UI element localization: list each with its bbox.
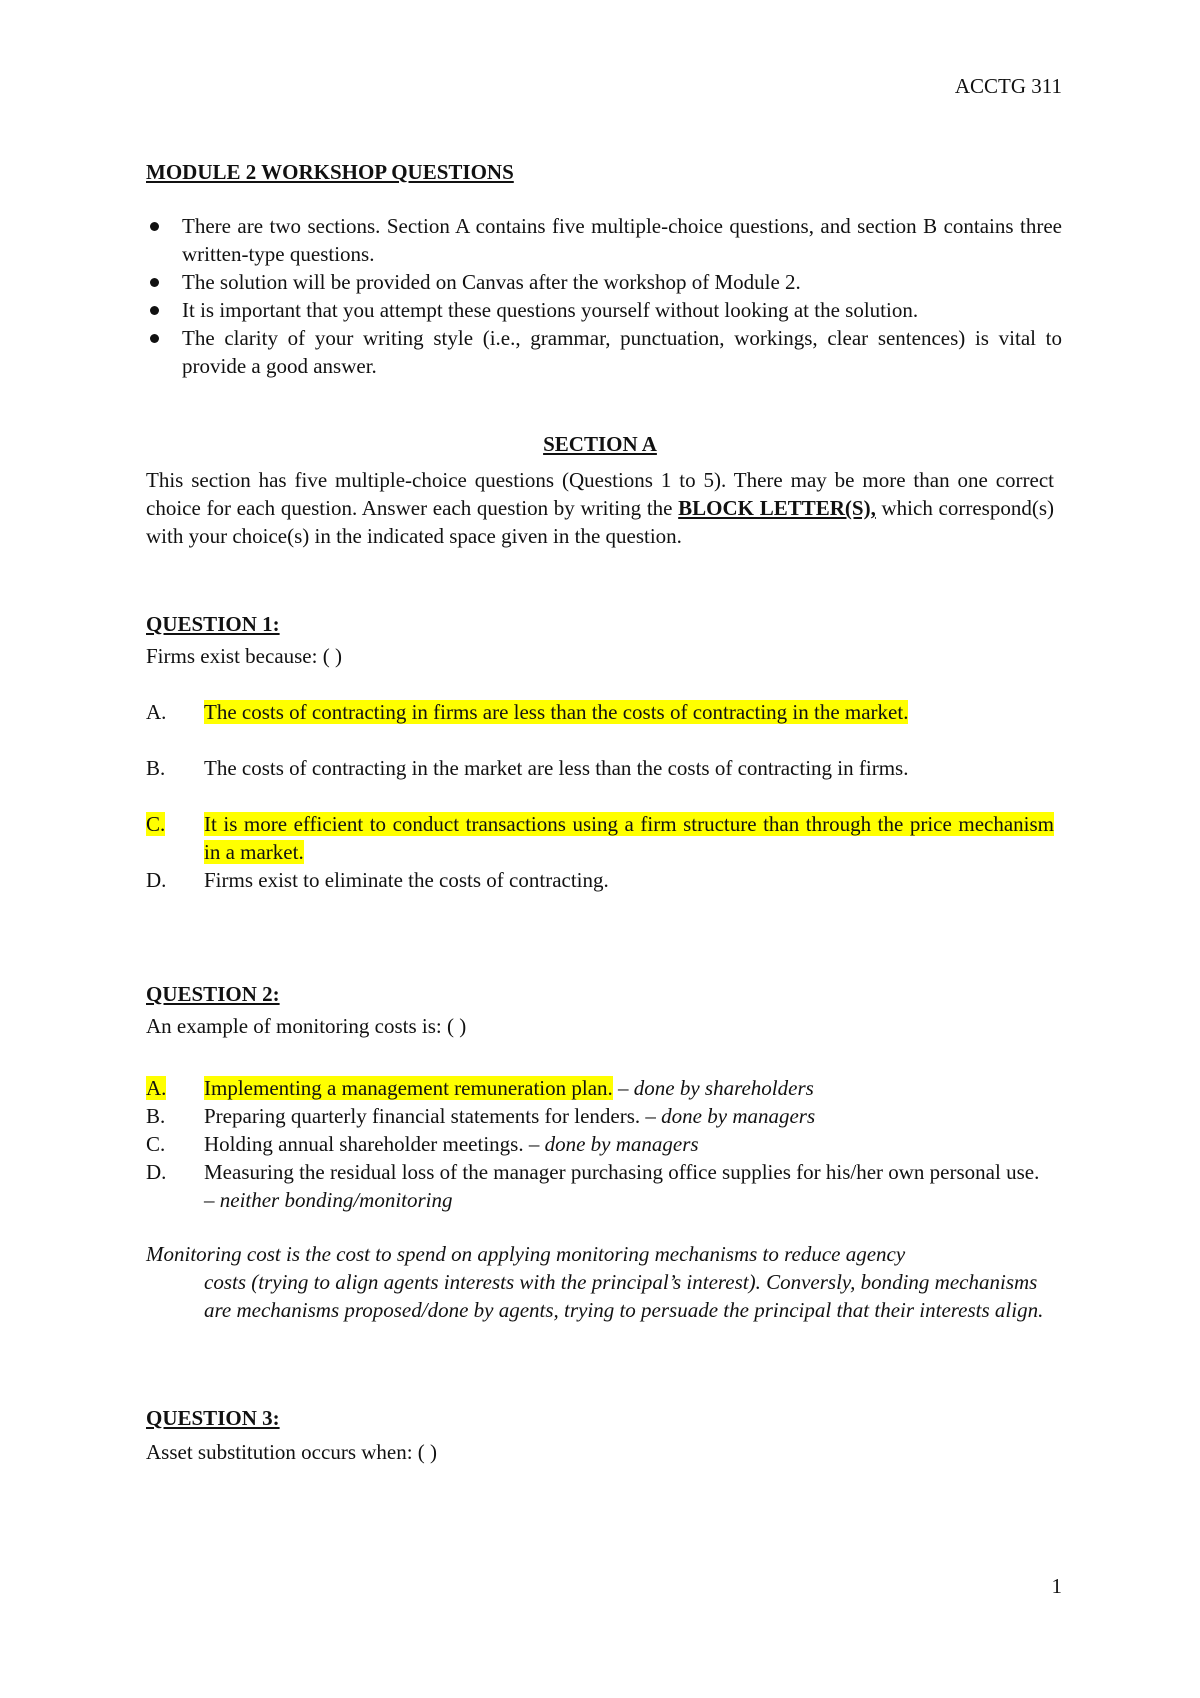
option-note: – done by managers bbox=[523, 1132, 699, 1156]
question-1-stem: Firms exist because: ( ) bbox=[146, 644, 342, 668]
list-item: There are two sections. Section A contains five multiple-choice questions, and section B contains three written-type questions. bbox=[146, 212, 1062, 268]
question-2-heading: QUESTION 2: bbox=[146, 982, 280, 1006]
page-number: 1 bbox=[1051, 1574, 1062, 1598]
question-1-heading: QUESTION 1: bbox=[146, 612, 280, 636]
option-letter: B. bbox=[146, 1104, 166, 1128]
bullet-icon bbox=[150, 278, 159, 287]
question-2-option-a bbox=[146, 1074, 1054, 1102]
page-title: MODULE 2 WORKSHOP QUESTIONS bbox=[146, 160, 514, 184]
option-letter: C. bbox=[146, 1132, 166, 1156]
option-letter: D. bbox=[146, 1160, 167, 1184]
question-2-explanation: Monitoring cost is the cost to spend on applying monitoring mechanisms to reduce agency costs (trying to align agents interests with the principal’s interest). Conversly, bonding mechanisms are mechanisms proposed/done by agents, trying to persuade the principal that their interests align. bbox=[146, 1242, 1044, 1322]
instructions-list bbox=[146, 212, 1062, 380]
option-letter: A. bbox=[146, 700, 167, 724]
bullet-icon bbox=[150, 222, 159, 231]
option-note: – done by shareholders bbox=[612, 1076, 814, 1100]
option-text: Measuring the residual loss of the manager purchasing office supplies for his/her own personal use. – neither bonding/monitoring bbox=[204, 1160, 1040, 1212]
question-2-option-b bbox=[146, 1102, 1054, 1130]
option-text: It is more efficient to conduct transactions using a firm structure than through the price mechanism in a market. bbox=[204, 812, 1054, 864]
list-item: The solution will be provided on Canvas after the workshop of Module 2. bbox=[146, 268, 1062, 296]
list-item: The clarity of your writing style (i.e., grammar, punctuation, workings, clear sentences) is vital to provide a good answer. bbox=[146, 324, 1062, 380]
question-1-option-a bbox=[146, 698, 1054, 726]
option-note: – done by managers bbox=[640, 1104, 816, 1128]
option-text: The costs of contracting in the market are less than the costs of contracting in firms. bbox=[204, 756, 909, 780]
question-1-option-d bbox=[146, 866, 1054, 894]
option-text: Holding annual shareholder meetings. – done by managers bbox=[204, 1132, 699, 1156]
course-code: ACCTG 311 bbox=[954, 74, 1062, 98]
list-item: It is important that you attempt these questions yourself without looking at the solution. bbox=[146, 296, 1062, 324]
block-letters-emphasis: BLOCK LETTER(S), bbox=[678, 496, 876, 520]
bullet-icon bbox=[150, 306, 159, 315]
question-2-option-d bbox=[146, 1158, 1054, 1214]
question-1-option-c bbox=[146, 810, 1054, 866]
option-text: Implementing a management remuneration plan. – done by shareholders bbox=[204, 1076, 814, 1100]
option-letter: D. bbox=[146, 868, 167, 892]
section-a-intro: This section has five multiple-choice questions (Questions 1 to 5). There may be more than one correct choice for each question. Answer each question by writing the BLOCK LETTER(S), which correspond(s) with your choice(s) in the indicated space given in the question. bbox=[146, 468, 1054, 548]
question-2-stem: An example of monitoring costs is: ( ) bbox=[146, 1014, 467, 1038]
question-3-stem: Asset substitution occurs when: ( ) bbox=[146, 1440, 438, 1464]
option-letter: C. bbox=[146, 812, 166, 836]
option-text: The costs of contracting in firms are less than the costs of contracting in the market. bbox=[204, 700, 909, 724]
option-text: Preparing quarterly financial statements for lenders. – done by managers bbox=[204, 1104, 816, 1128]
bullet-icon bbox=[150, 334, 159, 343]
option-note: – neither bonding/monitoring bbox=[204, 1188, 453, 1212]
question-3-heading: QUESTION 3: bbox=[146, 1406, 280, 1430]
question-1-option-b bbox=[146, 754, 1054, 782]
section-a-heading: SECTION A bbox=[543, 432, 657, 456]
question-2-option-c bbox=[146, 1130, 1054, 1158]
option-letter: A. bbox=[146, 1076, 167, 1100]
option-letter: B. bbox=[146, 756, 166, 780]
option-text: Firms exist to eliminate the costs of contracting. bbox=[204, 868, 609, 892]
